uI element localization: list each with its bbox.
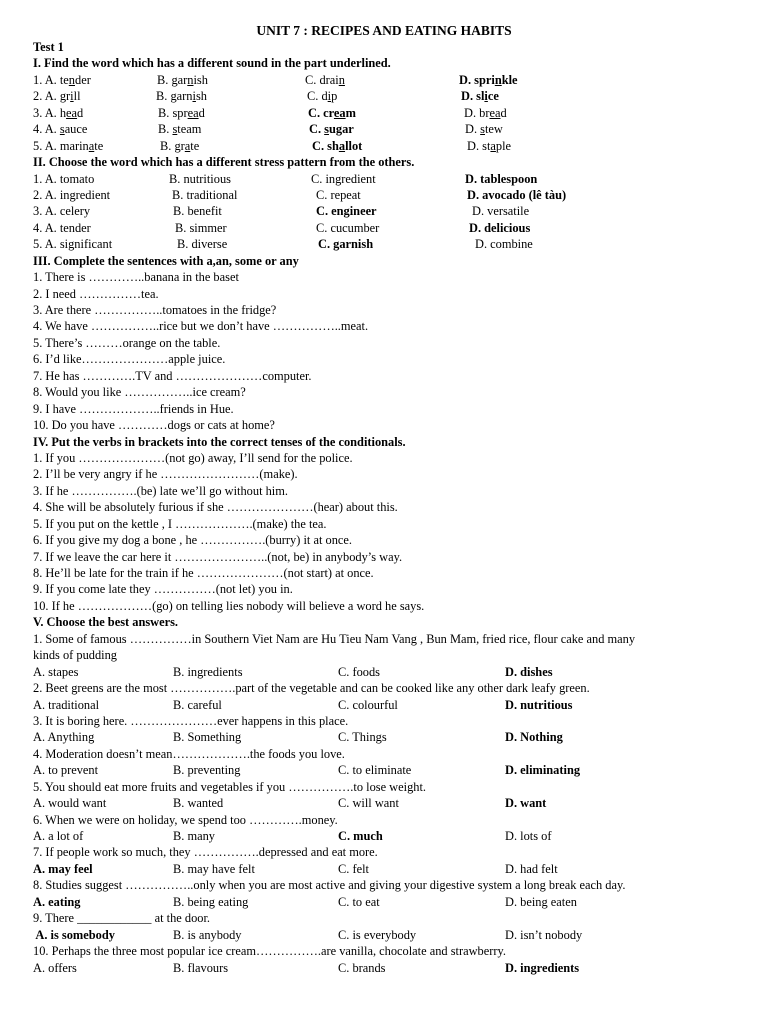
sentence-text: 7. If we leave the car here it …………………..(not, be) in anybody’s way. — [33, 549, 403, 564]
test-label — [33, 39, 753, 55]
sentence-text: 2. I’ll be very angry if he ……………………(make). — [33, 467, 298, 482]
answer-option: C. felt — [338, 861, 369, 876]
sentence-line — [33, 417, 753, 433]
underlined-sound: a — [338, 138, 346, 153]
answer-option: A. Anything — [33, 730, 95, 745]
underlined-sound: s — [324, 122, 329, 137]
option-text: d — [198, 105, 205, 120]
answer-option — [465, 121, 503, 137]
answer-option: B. being eating — [173, 894, 249, 909]
question-text: 5. You should eat more fruits and vegetables if you …………….to lose weight. — [33, 779, 427, 794]
option-text: D. sl — [461, 89, 485, 104]
question-line — [33, 844, 753, 860]
underlined-sound: a — [490, 138, 496, 153]
option-text: d — [77, 105, 84, 120]
answer-option: C. colourful — [338, 697, 398, 712]
answer-option: 3. A. celery — [33, 204, 91, 219]
answer-option: B. benefit — [173, 204, 222, 219]
question-line — [33, 746, 753, 762]
answer-option — [33, 105, 83, 121]
sentence-line — [33, 401, 753, 417]
options-row — [33, 795, 753, 811]
underlined-sound: n — [338, 72, 345, 87]
answer-option: C. repeat — [316, 187, 361, 202]
sentence-text: 9. I have ………………..friends in Hue. — [33, 401, 234, 416]
question-row — [33, 171, 753, 187]
option-text: 5. A. marin — [33, 138, 89, 153]
sentence-text: 10. If he ………………(go) on telling lies nobody will believe a word he says. — [33, 598, 425, 613]
sentence-line — [33, 565, 753, 581]
option-text: D. br — [464, 105, 490, 120]
sentence-text: 1. There is …………..banana in the baset — [33, 270, 239, 285]
question-text: 2. Beet greens are the most …………….part of the vegetable and can be cooked like any other dark leafy green. — [33, 681, 590, 696]
answer-option — [461, 88, 499, 104]
answer-option: B. simmer — [175, 220, 227, 235]
option-text: C. drai — [305, 72, 339, 87]
answer-option: B. Something — [173, 730, 242, 745]
option-text: der — [75, 72, 91, 87]
sentence-line — [33, 318, 753, 334]
section-heading-text: IV. Put the verbs in brackets into the correct tenses of the conditionals. — [33, 434, 406, 449]
question-text: 9. There ____________ at the door. — [33, 911, 210, 926]
sentence-text: 4. We have ……………..rice but we don’t have ……………..meat. — [33, 319, 369, 334]
option-text: llot — [345, 138, 363, 153]
section-heading-text: II. Choose the word which has a different stress pattern from the others. — [33, 155, 415, 170]
sentence-line — [33, 466, 753, 482]
option-text: p — [331, 89, 338, 104]
option-text: B. gr — [160, 138, 185, 153]
underlined-sound: s — [59, 122, 65, 137]
underlined-sound: i — [192, 89, 196, 104]
answer-option — [160, 138, 199, 154]
answer-option: B. flavours — [173, 960, 229, 975]
answer-option: C. foods — [338, 664, 380, 679]
option-text: C. d — [307, 89, 328, 104]
option-text: team — [177, 122, 202, 137]
option-text: kle — [501, 72, 518, 87]
sentence-text: 7. He has ………….TV and …………………computer. — [33, 368, 312, 383]
question-row — [33, 236, 753, 252]
sentence-line — [33, 269, 753, 285]
sentence-line — [33, 450, 753, 466]
option-text: ll — [73, 89, 81, 104]
option-text: 1. A. te — [33, 72, 69, 87]
option-text: d — [500, 105, 507, 120]
question-text: 1. Some of famous ……………in Southern Viet Nam are Hu Tieu Nam Vang , Bun Mam, fried rice, flour cake and many — [33, 631, 636, 646]
options-row — [33, 894, 753, 910]
option-text: ple — [495, 138, 512, 153]
sentence-text: 5. There’s ………orange on the table. — [33, 335, 221, 350]
answer-option — [158, 105, 205, 121]
question-line — [33, 647, 753, 663]
underlined-sound: ea — [333, 105, 346, 120]
answer-option — [305, 72, 345, 88]
answer-option — [307, 88, 337, 104]
sentence-line — [33, 483, 753, 499]
answer-option: C. to eliminate — [338, 763, 412, 778]
answer-option: C. ingredient — [311, 171, 376, 186]
answer-option: D. avocado (lê tàu) — [467, 187, 567, 202]
answer-option: C. much — [338, 829, 383, 843]
answer-option: C. brands — [338, 960, 386, 975]
option-text: te — [190, 138, 200, 153]
sentence-line — [33, 286, 753, 302]
answer-option — [33, 72, 91, 88]
options-row — [33, 861, 753, 877]
sentence-line — [33, 581, 753, 597]
option-text: B. garn — [156, 89, 193, 104]
answer-option: 4. A. tender — [33, 220, 91, 235]
sentence-line — [33, 598, 753, 614]
worksheet-body — [33, 39, 753, 976]
sentence-text: 6. If you give my dog a bone , he …………….(burry) it at once. — [33, 533, 352, 548]
sentence-line — [33, 384, 753, 400]
option-text: ce — [487, 89, 499, 104]
section-heading-text: III. Complete the sentences with a,an, some or any — [33, 253, 299, 268]
answer-option: D. delicious — [469, 220, 531, 235]
sentence-text: 3. Are there ……………..tomatoes in the fridge? — [33, 303, 277, 317]
question-row — [33, 105, 753, 121]
answer-option: C. Things — [338, 730, 387, 745]
answer-option: 5. A. significant — [33, 237, 113, 252]
question-line — [33, 877, 753, 893]
answer-option: D. tablespoon — [465, 171, 538, 186]
question-text: 8. Studies suggest ……………..only when you are most active and giving your digestive system a long break each day. — [33, 878, 626, 893]
sentence-text: 2. I need ……………tea. — [33, 286, 159, 301]
question-line — [33, 943, 753, 959]
answer-option: A. may feel — [33, 861, 93, 876]
options-row — [33, 697, 753, 713]
answer-option: A. is somebody — [33, 927, 115, 942]
question-row — [33, 72, 753, 88]
section-heading — [33, 55, 753, 71]
option-text: auce — [64, 122, 88, 137]
option-text: C. cr — [308, 105, 334, 120]
option-text: ish — [193, 72, 208, 87]
answer-option: A. offers — [33, 960, 77, 975]
question-text: 7. If people work so much, they …………….depressed and eat more. — [33, 845, 378, 860]
underlined-sound: s — [480, 122, 485, 137]
underlined-sound: i — [327, 89, 332, 104]
answer-option: D. eliminating — [505, 763, 581, 778]
sentence-line — [33, 335, 753, 351]
answer-option: A. a lot of — [33, 829, 84, 843]
answer-option: C. to eat — [338, 894, 380, 909]
test-label-text: Test 1 — [33, 40, 64, 54]
sentence-text: 6. I’d like…………………apple juice. — [33, 352, 226, 367]
sentence-line — [33, 516, 753, 532]
option-text: D. — [465, 122, 481, 137]
question-text: 3. It is boring here. …………………ever happens in this place. — [33, 713, 349, 728]
answer-option — [459, 72, 518, 88]
answer-option — [312, 138, 362, 154]
answer-option: B. nutritious — [169, 171, 231, 186]
answer-option: A. eating — [33, 894, 81, 909]
section-heading-text: V. Choose the best answers. — [33, 615, 179, 630]
question-row — [33, 187, 753, 203]
option-text: B. — [158, 122, 173, 137]
answer-option: A. to prevent — [33, 763, 99, 778]
answer-option: D. lots of — [505, 829, 552, 843]
answer-option: D. being eaten — [505, 894, 577, 909]
section-heading-text: I. Find the word which has a different sound in the part underlined. — [33, 56, 391, 71]
option-text: C. sh — [312, 138, 339, 153]
answer-option: A. would want — [33, 796, 107, 811]
answer-option: 1. A. tomato — [33, 171, 95, 186]
answer-option: C. engineer — [316, 204, 377, 219]
sentence-line — [33, 499, 753, 515]
section-heading — [33, 253, 753, 269]
underlined-sound: i — [70, 89, 74, 104]
option-text: m — [345, 105, 356, 120]
answer-option: B. may have felt — [173, 861, 255, 876]
answer-option: A. stapes — [33, 664, 79, 679]
options-row — [33, 828, 753, 844]
answer-option: C. cucumber — [316, 220, 380, 235]
answer-option: D. dishes — [505, 664, 553, 679]
question-row — [33, 203, 753, 219]
answer-option: B. ingredients — [173, 664, 243, 679]
answer-option: D. nutritious — [505, 697, 573, 712]
question-row — [33, 138, 753, 154]
underlined-sound: ea — [66, 105, 78, 120]
answer-option: C. is everybody — [338, 927, 417, 942]
answer-option: D. versatile — [472, 204, 530, 219]
options-row — [33, 729, 753, 745]
option-text: te — [94, 138, 104, 153]
options-row — [33, 762, 753, 778]
sentence-text: 9. If you come late they ……………(not let) you in. — [33, 582, 293, 597]
option-text: ugar — [328, 122, 354, 137]
question-line — [33, 910, 753, 926]
sentence-text: 3. If he …………….(be) late we’ll go without him. — [33, 483, 288, 498]
sentence-text: 8. He’ll be late for the train if he …………………(not start) at once. — [33, 566, 374, 580]
answer-option: D. ingredients — [505, 960, 580, 975]
question-line — [33, 680, 753, 696]
sentence-text: 4. She will be absolutely furious if she …………………(hear) about this. — [33, 500, 398, 515]
section-heading — [33, 434, 753, 450]
answer-option — [157, 72, 208, 88]
answer-option — [464, 105, 507, 121]
sentence-line — [33, 302, 753, 318]
underlined-sound: n — [187, 72, 194, 87]
answer-option — [33, 88, 81, 104]
answer-option: D. combine — [475, 237, 533, 252]
answer-option: A. traditional — [33, 697, 100, 712]
option-text: tew — [484, 122, 503, 137]
underlined-sound: n — [68, 72, 75, 87]
sentence-text: 10. Do you have …………dogs or cats at home? — [33, 418, 275, 433]
answer-option — [33, 121, 87, 137]
option-text: 4. A. — [33, 122, 60, 137]
option-text: C. — [309, 122, 325, 137]
question-line — [33, 631, 753, 647]
option-text: D. spri — [459, 72, 495, 87]
answer-option: B. traditional — [172, 187, 238, 202]
answer-option — [467, 138, 511, 154]
option-text: sh — [195, 89, 207, 104]
answer-option: D. isn’t nobody — [505, 927, 583, 942]
answer-option: D. Nothing — [505, 730, 563, 745]
option-text: B. gar — [157, 72, 188, 87]
section-heading — [33, 614, 753, 630]
answer-option — [308, 105, 356, 121]
sentence-line — [33, 351, 753, 367]
underlined-sound: s — [172, 122, 178, 137]
page-title: UNIT 7 : RECIPES AND EATING HABITS — [256, 23, 512, 38]
underlined-sound: n — [494, 72, 502, 87]
question-text: 10. Perhaps the three most popular ice cream…………….are vanilla, chocolate and strawberry. — [33, 944, 506, 959]
options-row — [33, 960, 753, 976]
sentence-line — [33, 368, 753, 384]
question-line — [33, 779, 753, 795]
question-text: kinds of pudding — [33, 648, 117, 663]
question-row — [33, 121, 753, 137]
answer-option: C. garnish — [318, 237, 374, 252]
options-row — [33, 927, 753, 943]
underlined-sound: a — [184, 138, 191, 153]
question-row — [33, 220, 753, 236]
question-text: 6. When we were on holiday, we spend too ………….money. — [33, 812, 338, 827]
question-row — [33, 88, 753, 104]
option-text: 3. A. h — [33, 105, 67, 120]
section-heading — [33, 154, 753, 170]
answer-option — [158, 121, 201, 137]
answer-option: D. had felt — [505, 861, 558, 876]
option-text: B. spr — [158, 105, 188, 120]
options-row — [33, 664, 753, 680]
underlined-sound: i — [484, 89, 488, 104]
answer-option: C. will want — [338, 796, 399, 811]
question-line — [33, 713, 753, 729]
underlined-sound: ea — [489, 105, 501, 120]
sentence-line — [33, 549, 753, 565]
answer-option: B. is anybody — [173, 927, 242, 942]
answer-option: 2. A. ingredient — [33, 187, 111, 202]
answer-option — [156, 88, 207, 104]
answer-option: D. want — [505, 796, 547, 811]
sentence-text: 8. Would you like ……………..ice cream? — [33, 385, 246, 400]
answer-option: B. wanted — [173, 796, 224, 811]
question-line — [33, 812, 753, 828]
answer-option: B. preventing — [173, 763, 241, 778]
option-text: 2. A. gr — [33, 89, 71, 104]
underlined-sound: a — [88, 138, 95, 153]
option-text: D. st — [467, 138, 491, 153]
answer-option: B. many — [173, 829, 215, 843]
underlined-sound: ea — [187, 105, 199, 120]
sentence-line — [33, 532, 753, 548]
sentence-text: 5. If you put on the kettle , I ……………….(make) the tea. — [33, 516, 327, 531]
sentence-text: 1. If you …………………(not go) away, I’ll send for the police. — [33, 450, 353, 465]
question-text: 4. Moderation doesn’t mean……………….the foods you love. — [33, 746, 345, 761]
answer-option: B. diverse — [177, 237, 228, 252]
answer-option — [309, 121, 354, 137]
answer-option: B. careful — [173, 697, 222, 712]
answer-option — [33, 138, 103, 154]
